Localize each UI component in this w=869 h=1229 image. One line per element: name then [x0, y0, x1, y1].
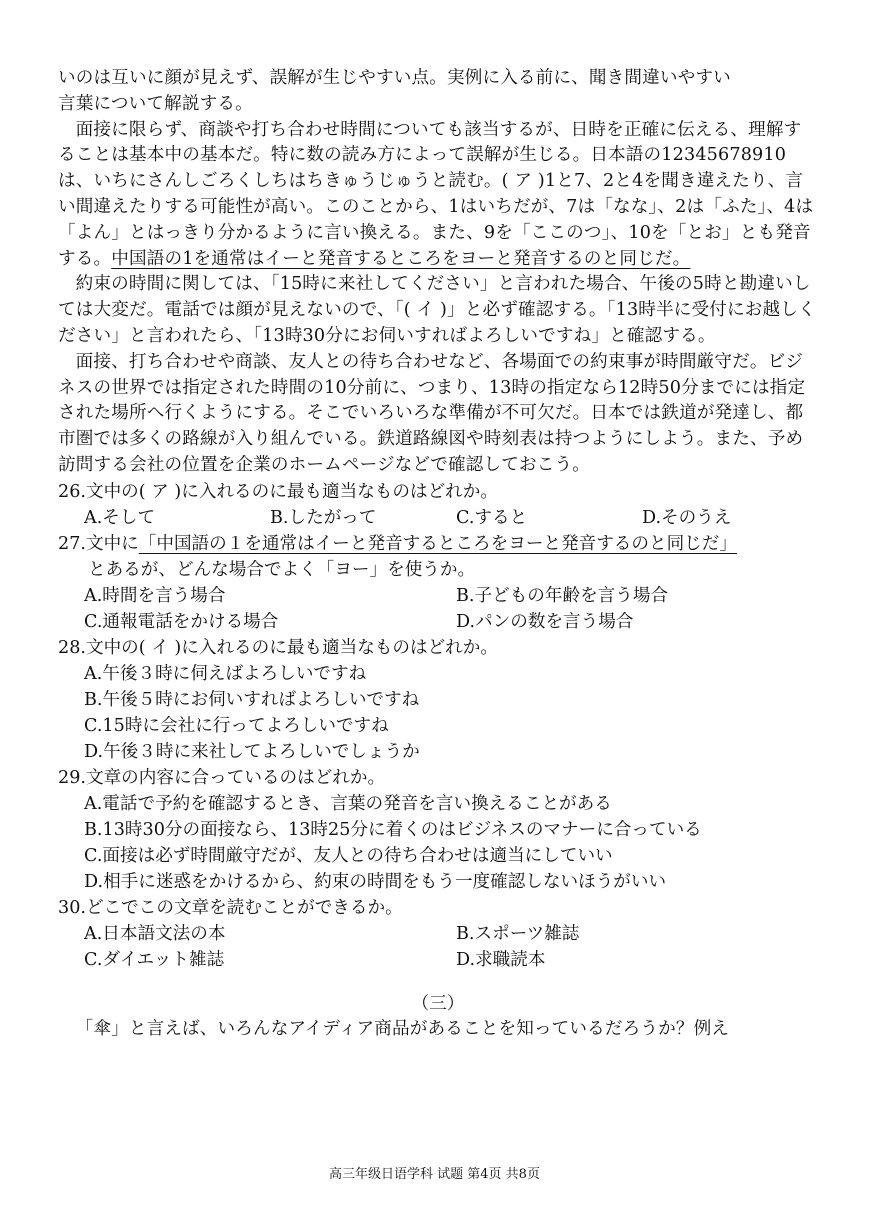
stem-prefix: 27.文中に — [58, 533, 139, 554]
option-b: B.スポーツ雑誌 — [456, 923, 580, 944]
option-b: B.午後５時にお伺いすればよろしいですね — [84, 689, 420, 710]
passage-paragraph-2: 約束の時間に関しては、「15時に来社してください」と言われた場合、午後の5時と勘違いしては大変だ。電話では顔が見えないので、「( イ )」と必ず確認する。「13時半に受付にお越しください」と言われたら、「13時30分にお伺いすればよろしいですね」と確認する。 — [58, 274, 816, 346]
option-d: D.そのうえ — [642, 507, 732, 528]
option-d: D.相手に迷惑をかけるから、約束の時間をもう一度確認しないほうがいい — [84, 871, 667, 892]
question-stem-continued: とあるが、どんな場合でよく「ヨー」を使うか。 — [88, 559, 476, 580]
option-c: C.面接は必ず時間厳守だが、友人との待ち合わせは適当にしていい — [84, 845, 613, 866]
passage-paragraph-0 — [58, 66, 818, 118]
section-title: （三） — [411, 993, 465, 1014]
option-b: B.子どもの年齢を言う場合 — [456, 585, 669, 606]
option-a: A.日本語文法の本 — [84, 923, 226, 944]
section-first-line: 「傘」と言えば、いろんなアイディア商品があることを知っているだろうか？例え — [75, 1018, 730, 1039]
question-26 — [58, 479, 818, 531]
options — [58, 583, 818, 635]
exam-page — [58, 66, 818, 1043]
passage-paragraph-3: 面接、打ち合わせや商談、友人との待ち合わせなど、各場面での約束事が時間厳守だ。ビジネスの世界では指定された時間の10分前に、つまり、13時の指定なら12時50分までには指定された場所へ行くようにする。そこでいろいろな準備が不可欠だ。日本では鉄道が発達し、都市圏では多くの路線が入り組んでいる。鉄道路線図や時刻表は持つようにしよう。また、予め訪問する会社の位置を企業のホームページなどで確認しておこう。 — [58, 351, 806, 475]
options — [58, 791, 818, 895]
passage-line: 言葉について解説する。 — [58, 93, 253, 114]
question-stem — [58, 531, 818, 557]
stem-quote: 「中国語の１を通常はイーと発音するところをヨーと発音するのと同じだ」 — [138, 533, 737, 554]
option-b: B.したがって — [270, 507, 377, 528]
option-a: A.時間を言う場合 — [84, 585, 226, 606]
passage-line: いのは互いに顔が見えず、誤解が生じやすい点。実例に入る前に、聞き間違いやすい — [58, 68, 731, 88]
question-stem: 28.文中の( イ )に入れるのに最も適当なものはどれか。 — [58, 637, 498, 658]
option-b: B.13時30分の面接なら、13時25分に着くのはビジネスのマナーに合っている — [84, 819, 702, 840]
paragraph-text: 面接に限らず、商談や打ち合わせ時間についても該当するが、日時を正確に伝える、理解することは基本中の基本だ。特に数の読み方によって誤解が生じる。日本語の12345678910は、いちにさんしごろくしちはちきゅうじゅうと読む。( ア )1と7、2と4を聞き違えたり、言い間違えたりする可能性が高い。このことから、1はいちだが、7は「なな」、2は「ふた」、4は「よん」とはっきり分かるように言い換える。また、9を「ここのつ」、10を「とお」とも発音する。 — [58, 119, 814, 269]
question-stem: 26.文中の( ア )に入れるのに最も適当なものはどれか。 — [58, 481, 498, 502]
option-c: C.すると — [456, 507, 528, 528]
options — [58, 505, 818, 531]
question-stem: 30.どこでこの文章を読むことができるか。 — [58, 897, 403, 918]
page-footer: 高三年级日语学科 试题 第4页 共8页 — [329, 1167, 540, 1182]
option-c: C.15時に会社に行ってよろしいですね — [84, 715, 389, 736]
question-30 — [58, 895, 818, 973]
option-c: C.ダイエット雑誌 — [84, 949, 225, 970]
question-27 — [58, 531, 818, 635]
option-a: A.午後３時に伺えばよろしいですね — [84, 663, 367, 684]
question-28 — [58, 635, 818, 765]
options — [58, 921, 818, 973]
option-d: D.午後３時に来社してよろしいでしょうか — [84, 741, 420, 762]
question-stem: 29.文章の内容に合っているのはどれか。 — [58, 767, 386, 788]
option-d: D.求職読本 — [456, 949, 546, 970]
options — [58, 661, 818, 765]
option-d: D.パンの数を言う場合 — [456, 611, 634, 632]
option-a: A.電話で予約を確認するとき、言葉の発音を言い換えることがある — [84, 793, 612, 814]
passage-paragraph-1 — [58, 118, 818, 273]
option-a: A.そして — [84, 507, 156, 528]
underlined-sentence: 中国語の1を通常はイーと発音するところをヨーと発音するのと同じだ。 — [111, 248, 691, 269]
question-29 — [58, 765, 818, 895]
option-c: C.通報電話をかける場合 — [84, 611, 279, 632]
